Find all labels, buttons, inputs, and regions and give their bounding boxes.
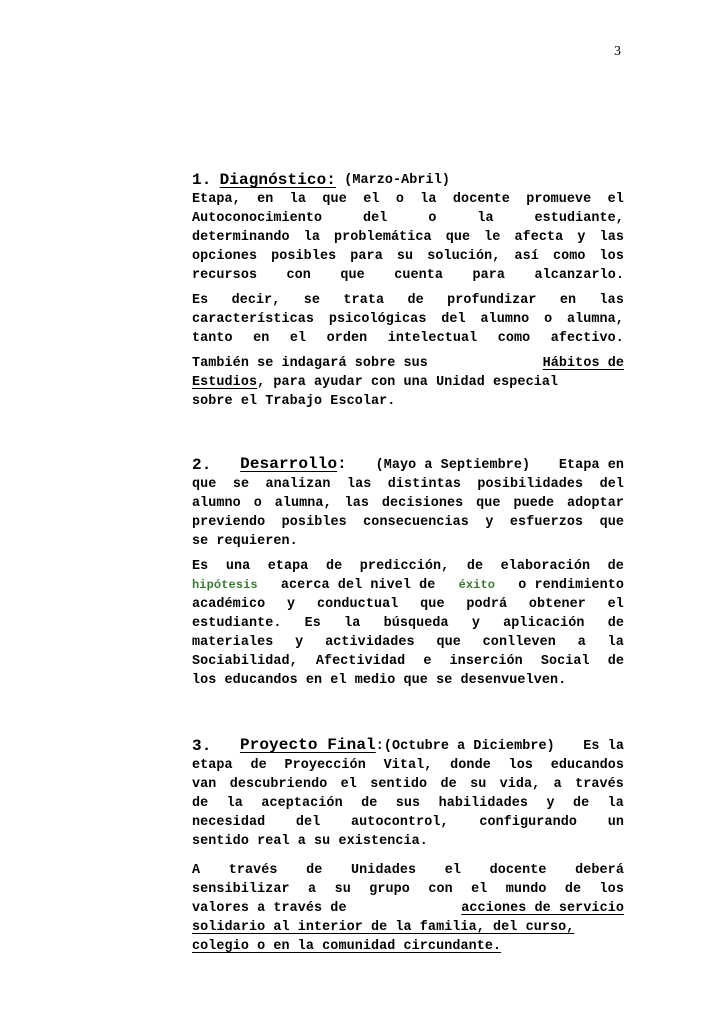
word: Unidades — [351, 863, 417, 878]
word: previendo — [192, 515, 266, 530]
word: la — [226, 796, 243, 811]
word: configurando — [479, 815, 577, 830]
text-line — [192, 475, 624, 494]
word: necesidad — [192, 815, 266, 830]
word: Proyección — [284, 758, 366, 773]
text-line — [192, 918, 624, 937]
text-line: Estudios , para ayudar con una Unidad especial — [192, 375, 559, 390]
word: Es — [192, 559, 209, 574]
word: una — [225, 559, 251, 574]
underlined-phrase: Hábitos de — [542, 356, 624, 371]
word: descubriendo — [229, 777, 328, 792]
word: mundo — [505, 882, 547, 897]
word: alcanzarlo. — [534, 268, 624, 283]
section-heading: 2. Desarrollo: (Mayo a Septiembre) Etapa en — [192, 455, 624, 474]
word: las — [599, 293, 624, 308]
word: la — [289, 192, 307, 207]
word: el — [444, 863, 461, 878]
word: que — [322, 192, 347, 207]
word: Etapa, — [192, 192, 241, 207]
word: para — [472, 268, 506, 283]
word: que — [445, 230, 471, 245]
word: su — [396, 249, 414, 264]
word: educandos — [550, 758, 624, 773]
word: que — [599, 515, 624, 530]
text-line: sentido real a su existencia. — [192, 834, 428, 849]
word: con — [428, 882, 453, 897]
word: posibilidades — [477, 477, 584, 492]
word: habilidades — [438, 796, 529, 811]
word: de — [407, 293, 424, 308]
text-line: sobre el Trabajo Escolar. — [192, 394, 396, 409]
underlined-phrase: Estudios — [192, 375, 258, 390]
word: Sociabilidad, — [192, 654, 298, 669]
word: que — [476, 496, 501, 511]
word: un — [607, 815, 624, 830]
word: grupo — [369, 882, 410, 897]
section-diagnostico — [192, 168, 624, 411]
text-line — [192, 756, 624, 775]
word: e — [423, 654, 432, 669]
word: través — [228, 863, 278, 878]
word: académico — [192, 597, 266, 612]
text-line — [192, 291, 624, 310]
word: materiales — [192, 635, 274, 650]
word: la — [477, 211, 494, 226]
word: determinando — [192, 230, 290, 245]
word: con — [286, 268, 311, 283]
word: la — [607, 796, 624, 811]
word: para — [350, 249, 383, 264]
word: búsqueda — [383, 616, 449, 631]
word: de — [440, 777, 457, 792]
word: sensibilizar — [192, 882, 290, 897]
word: Afectividad — [315, 654, 406, 669]
word: actividades — [325, 635, 415, 650]
word: y — [577, 230, 586, 245]
text-line — [192, 266, 624, 285]
word: podrá — [466, 597, 508, 612]
word: esfuerzos — [509, 515, 584, 530]
word: y — [546, 796, 555, 811]
section-title: Diagnóstico: — [219, 171, 337, 189]
word: psicológicas — [328, 312, 427, 327]
text-line — [192, 494, 624, 513]
word: de — [250, 758, 267, 773]
section-proyecto-final — [192, 734, 624, 956]
word: conductual — [317, 597, 399, 612]
word: decisiones — [381, 496, 464, 511]
word: docente — [452, 192, 510, 207]
word: y — [287, 597, 296, 612]
section-dates: (Mayo a Septiembre) — [375, 458, 531, 473]
word: afecta — [514, 230, 564, 245]
word: en — [257, 192, 274, 207]
word: Es — [304, 616, 321, 631]
word: trata — [343, 293, 385, 308]
word: o — [395, 192, 404, 207]
word: cuenta — [394, 268, 444, 283]
text-line — [192, 937, 624, 956]
word: etapa — [267, 559, 309, 574]
word: la — [303, 230, 320, 245]
word: la — [344, 616, 361, 631]
word: que — [192, 477, 217, 492]
word: estudiante, — [534, 211, 624, 226]
text-line: hipótesis acerca del nivel de éxito o rendimiento — [192, 578, 624, 593]
word: vida, — [499, 777, 541, 792]
text-line — [192, 775, 624, 794]
word: la — [607, 635, 624, 650]
word: conlleven — [482, 635, 556, 650]
word: consecuencias — [363, 515, 469, 530]
word: tanto — [192, 331, 233, 346]
text-line — [192, 310, 624, 329]
word: y — [471, 616, 480, 631]
word: puede — [513, 496, 555, 511]
word: su — [334, 882, 351, 897]
text-line — [192, 861, 624, 880]
word: orden — [326, 331, 368, 346]
word: sus — [395, 796, 421, 811]
word: adoptar — [567, 496, 624, 511]
word: de — [325, 559, 343, 574]
word: Vital, — [383, 758, 433, 773]
text-line — [192, 513, 624, 532]
word: las — [346, 477, 372, 492]
word: obtener — [528, 597, 586, 612]
highlighted-word: hipótesis — [192, 578, 258, 592]
word: en — [253, 331, 270, 346]
word: recursos — [192, 268, 258, 283]
section-title: Desarrollo — [240, 455, 338, 473]
word: Es — [192, 293, 209, 308]
word: así — [514, 249, 539, 264]
word: de — [573, 796, 590, 811]
word: del — [599, 477, 624, 492]
word: opciones — [192, 249, 258, 264]
word: el — [340, 777, 357, 792]
word: aceptación — [261, 796, 343, 811]
word: estudiante. — [192, 616, 282, 631]
word: a — [577, 635, 586, 650]
word: en — [559, 293, 577, 308]
word: promueve — [526, 192, 592, 207]
word: como — [497, 331, 531, 346]
word: elaboración — [500, 559, 591, 574]
word: solución, — [427, 249, 501, 264]
word: o — [544, 312, 553, 327]
text-line — [192, 595, 624, 614]
text-line — [192, 794, 624, 813]
section-dates: :(Octubre a Diciembre) — [375, 739, 555, 754]
word: de — [361, 796, 378, 811]
text-line — [192, 614, 624, 633]
word: alumno — [480, 312, 530, 327]
word: los — [599, 249, 624, 264]
word: Social — [540, 654, 590, 669]
word: su — [470, 777, 487, 792]
word: distintas — [387, 477, 462, 492]
word: que — [340, 268, 365, 283]
word: de — [607, 654, 624, 669]
word: alumna, — [274, 496, 332, 511]
word: a — [308, 882, 317, 897]
word: que — [420, 597, 445, 612]
text-line: los educandos en el medio que se desenvuelven. — [192, 673, 567, 688]
word: sentido — [370, 777, 428, 792]
word: autocontrol, — [351, 815, 449, 830]
word: características — [192, 312, 315, 327]
word: profundizar — [447, 293, 537, 308]
word: o — [428, 211, 437, 226]
text-line — [192, 633, 624, 652]
word: decir, — [231, 293, 281, 308]
word: docente — [489, 863, 547, 878]
text-line — [192, 557, 624, 576]
text-line — [192, 228, 624, 247]
word: etapa — [192, 758, 233, 773]
word: de — [607, 616, 624, 631]
word: el — [607, 192, 624, 207]
page-number: 3 — [614, 44, 621, 59]
word: o — [253, 496, 262, 511]
section-heading: 1. Diagnóstico: (Marzo-Abril) — [192, 171, 450, 189]
section-heading: 3. Proyecto Final:(Octubre a Diciembre) Es la — [192, 736, 624, 755]
word: del — [295, 815, 321, 830]
section-title: Proyecto Final — [239, 736, 376, 754]
text-line — [192, 329, 624, 348]
text-line — [192, 652, 624, 671]
word: el — [363, 192, 380, 207]
section-desarrollo — [192, 453, 624, 690]
word: intelectual — [387, 331, 478, 346]
word: las — [344, 496, 370, 511]
word: de — [607, 559, 624, 574]
word: y — [295, 635, 304, 650]
word: alumna, — [566, 312, 624, 327]
text-line — [192, 247, 624, 266]
text-line: También se indagará sobre sus Hábitos de — [192, 356, 624, 371]
word: predicción, — [359, 559, 450, 574]
word: través — [575, 777, 624, 792]
word: de — [192, 796, 209, 811]
word: donde — [450, 758, 491, 773]
text-line — [192, 190, 624, 209]
word: problemática — [334, 230, 432, 245]
word: el — [289, 331, 307, 346]
word: los — [599, 882, 624, 897]
text-line — [192, 209, 624, 228]
word: se — [232, 477, 250, 492]
word: Autoconocimiento — [192, 211, 323, 226]
word: analizan — [265, 477, 331, 492]
word: de — [564, 882, 582, 897]
word: del — [441, 312, 466, 327]
highlighted-word: éxito — [458, 578, 496, 592]
word: las — [599, 230, 624, 245]
section-dates: (Marzo-Abril) — [344, 173, 450, 188]
word: posibles — [281, 515, 347, 530]
text-line — [192, 880, 624, 899]
word: inserción — [449, 654, 523, 669]
underlined-phrase: solidario al interior de la familia, del curso, — [192, 920, 575, 935]
word: afectivo. — [550, 331, 624, 346]
text-line: valores a través de acciones de servicio — [192, 901, 624, 916]
word: y — [485, 515, 494, 530]
word: a — [553, 777, 562, 792]
text-line — [192, 813, 624, 832]
word: la — [420, 192, 437, 207]
word: los — [508, 758, 534, 773]
word: posibles — [271, 249, 337, 264]
underlined-phrase: acciones de servicio — [461, 901, 624, 916]
word: A — [192, 863, 201, 878]
word: el — [607, 597, 624, 612]
word: van — [192, 777, 217, 792]
word: deberá — [575, 863, 624, 878]
word: le — [484, 230, 501, 245]
word: de — [466, 559, 484, 574]
text-line: se requieren. — [192, 534, 298, 549]
word: del — [363, 211, 388, 226]
word: aplicación — [503, 616, 585, 631]
word: de — [306, 863, 323, 878]
word: que — [436, 635, 461, 650]
word: se — [303, 293, 321, 308]
underlined-phrase: colegio o en la comunidad circundante. — [192, 939, 502, 954]
word: el — [471, 882, 488, 897]
word: alumno — [192, 496, 241, 511]
word: como — [552, 249, 586, 264]
